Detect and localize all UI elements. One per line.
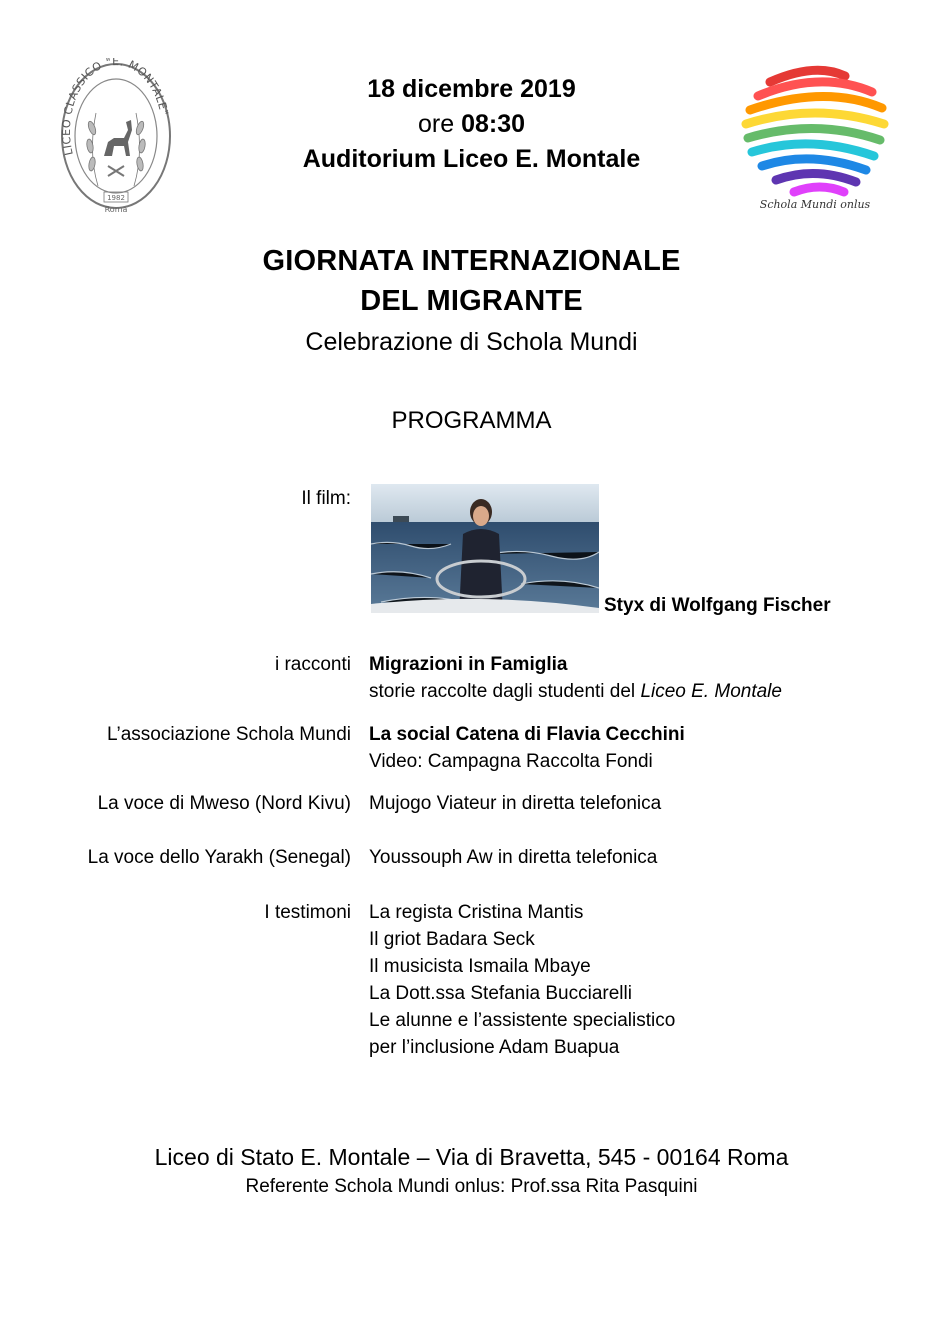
row-racconti-desc: storie raccolte dagli studenti del Liceo E. Montale	[369, 681, 782, 702]
row-label-testimoni: I testimoni	[264, 902, 351, 923]
event-venue: Auditorium Liceo E. Montale	[302, 145, 641, 173]
testimone-1: La regista Cristina Mantis	[369, 902, 584, 923]
footer-referent: Referente Schola Mundi onlus: Prof.ssa Rita Pasquini	[245, 1176, 698, 1197]
event-time: ore 08:30	[417, 110, 526, 138]
svg-text:LICEO CLASSICO "E. MONTALE": LICEO CLASSICO "E. MONTALE"	[59, 58, 171, 157]
event-date: 18 dicembre 2019	[367, 75, 576, 103]
row-label-racconti: i racconti	[274, 654, 351, 675]
row-label-yarakh: La voce dello Yarakh (Senegal)	[87, 847, 351, 868]
svg-text:Schola Mundi onlus: Schola Mundi onlus	[759, 198, 871, 211]
row-label-mweso: La voce di Mweso (Nord Kivu)	[97, 793, 351, 814]
testimone-3: Il musicista Ismaila Mbaye	[369, 956, 591, 977]
row-associazione-desc: Video: Campagna Raccolta Fondi	[369, 751, 653, 772]
testimone-6: per l’inclusione Adam Buapua	[369, 1037, 620, 1058]
page-title: GIORNATA INTERNAZIONALE	[262, 245, 681, 277]
page-subtitle: Celebrazione di Schola Mundi	[305, 328, 638, 356]
film-still-image	[371, 484, 599, 613]
row-mweso-value: Mujogo Viateur in diretta telefonica	[369, 793, 662, 814]
testimone-2: Il griot Badara Seck	[369, 929, 535, 950]
page-title-line2: DEL MIGRANTE	[360, 285, 583, 317]
testimone-5: Le alunne e l’assistente specialistico	[369, 1010, 676, 1031]
row-label-associazione: L’associazione Schola Mundi	[107, 724, 351, 745]
testimone-4: La Dott.ssa Stefania Bucciarelli	[369, 983, 632, 1004]
program-heading: PROGRAMMA	[391, 407, 552, 434]
svg-text:1982: 1982	[107, 194, 125, 202]
row-racconti-title: Migrazioni in Famiglia	[369, 654, 568, 675]
footer-address: Liceo di Stato E. Montale – Via di Bravetta, 545 - 00164 Roma	[154, 1144, 789, 1170]
row-yarakh-value: Youssouph Aw in diretta telefonica	[369, 847, 658, 868]
svg-text:Roma: Roma	[104, 205, 128, 214]
row-associazione-title: La social Catena di Flavia Cecchini	[369, 724, 685, 745]
film-label: Il film:	[301, 488, 351, 509]
film-title: Styx di Wolfgang Fischer	[604, 595, 831, 616]
